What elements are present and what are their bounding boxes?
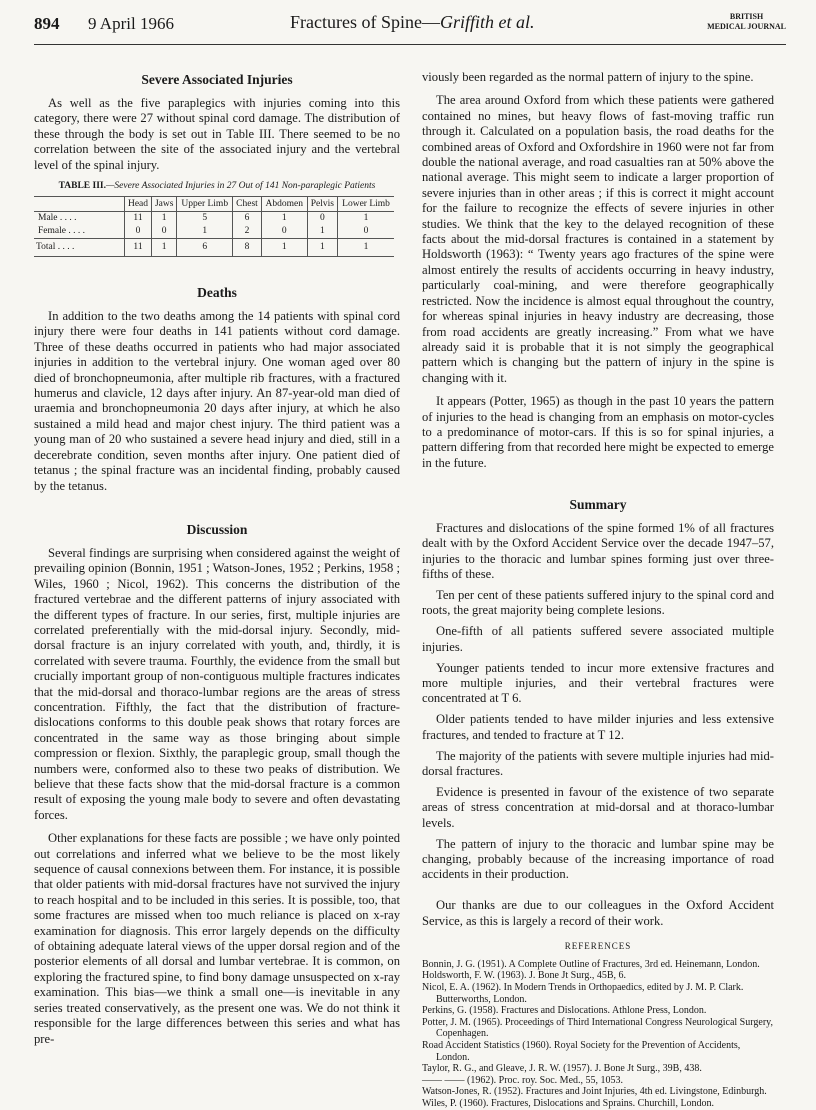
table-cell: 0 (338, 225, 394, 239)
table-cell: 1 (338, 239, 394, 257)
row-leader-dots: . . . . (59, 213, 77, 224)
issue-date: 9 April 1966 (88, 14, 174, 33)
reference-item: —— —— (1962). Proc. roy. Soc. Med., 55, 1053. (422, 1074, 624, 1086)
table-corner (34, 197, 125, 212)
table-cell: 5 (177, 212, 233, 226)
discussion-paragraph-3: The area around Oxford from which these patients were gathered contained no mines, but heavy flows of fast-moving traffic run through it. Calculated on a population basis, the road deaths for the combined areas of Oxford and Oxfordshire in 1960 were not far from double the national average, and road casualties ran at 50% above the national average. This might seem to indicate a larger proportion of severe injuries than in other areas ; if this is correct it might account for the failure to recognize the effects of severe injuries in other studies. We think that the key to the delayed recognition of these facts about the mid-dorsal fractures is contained in a statement by Holdsworth (1963): “ Twenty years ago fractures of the spine were almost entirely the results of accidents occurring in heavy industry, particularly coal-mining, and were therefore geographically restricted. Now the incidence is almost equal throughout the country, for whereas spinal injuries in heavy industry are decreasing, those from road accidents are greatly increasing.” From what we have already said it is probable that it is not simply the geographical pattern which is changing but the pattern of injury in the spine is changing with it. (422, 93, 774, 385)
page-number: 894 (34, 14, 60, 33)
row-label-text: Total (36, 242, 56, 253)
severe-injuries-paragraph: As well as the five paraplegics with injuries coming into this category, there were 27 without spinal cord damage. The distribution of these through the body is set out in Table III. There seemed to be no correlation between the site of the associated injury and the vertebral level of the spinal injury. (34, 96, 400, 172)
row-label (34, 239, 125, 257)
row-leader-dots: . . . . (68, 226, 85, 237)
table-caption (34, 181, 400, 192)
reference-item: Holdsworth, F. W. (1963). J. Bone Jt Surg., 45B, 6. (422, 970, 627, 982)
table-label: TABLE III. (58, 181, 106, 192)
row-label-text: Female (38, 226, 66, 237)
row-label (34, 225, 125, 239)
summary-item: Evidence is presented in favour of the existence of two separate areas of stress concentration at mid-dorsal and at thoraco-lumbar levels. (422, 785, 774, 830)
reference-item: Taylor, R. G., and Gleave, J. R. W. (1957). J. Bone Jt Surg., 39B, 438. (422, 1063, 702, 1075)
summary-list (422, 521, 774, 929)
table-cell: 1 (307, 239, 337, 257)
summary-item: One-fifth of all patients suffered severe associated multiple injuries. (422, 624, 774, 654)
acknowledgement: Our thanks are due to our colleagues in the Oxford Accident Service, as this is largely a record of their work. (422, 898, 774, 928)
table-col-lower-limb: Lower Limb (338, 197, 394, 212)
table-cell: 1 (261, 239, 307, 257)
table-col-abdomen: Abdomen (261, 197, 307, 212)
references-heading: REFERENCES (564, 940, 632, 951)
reference-item: Wiles, P. (1960). Fractures, Dislocations and Sprains. Churchill, London. (422, 1097, 715, 1109)
right-column (422, 70, 774, 1110)
deaths-paragraph: In addition to the two deaths among the 14 patients with spinal cord injury there were four deaths in 141 patients without cord damage. Three of these deaths occurred in patients who had major associated injuries in addition to the vertebral injury. One woman aged over 80 died of bronchopneumonia, after multiple rib fractures, with a fractured humerus and clavicle, 12 days after injury. An 87-year-old man died of uraemia and bronchopneumonia 20 days after injury, at which he also sustained a mild head and major chest injury. The third patient was a young man of 20 who sustained a severe head injury and died, still in a decerebrate condition, seven months after injury. One patient died of tetanus ; the spinal fracture was an incidental finding, probably caused by the tetanus. (34, 309, 400, 493)
table-cell: 11 (125, 212, 152, 226)
table-cell: 8 (233, 239, 262, 257)
summary-item: Younger patients tended to incur more extensive fractures and more multiple injuries, and their vertebral fractures were concentrated at T 6. (422, 660, 774, 706)
table-cell: 0 (125, 225, 152, 239)
row-label (34, 212, 125, 226)
summary-item: The majority of the patients with severe multiple injuries had mid-dorsal fractures. (422, 748, 774, 778)
reference-item: Bonnin, J. G. (1951). A Complete Outline of Fractures, 3rd ed. Heinemann, London. (422, 958, 760, 970)
references-list (422, 959, 774, 1110)
running-title (290, 12, 534, 33)
journal-line-2: MEDICAL JOURNAL (707, 22, 786, 31)
summary-item: Fractures and dislocations of the spine formed 1% of all fractures dealt with by the Oxford Accident Service over the decade 1947–57, injuries to the thoracic and lumbar spines forming just over three-fifths of these. (422, 521, 774, 581)
reference-item: Watson-Jones, R. (1952). Fractures and Joint Injuries, 4th ed. Livingstone, Edinburgh. (422, 1086, 767, 1098)
page-header (34, 10, 786, 45)
summary-item: Ten per cent of these patients suffered injury to the spinal cord and roots, the great majority being complete lesions. (422, 587, 774, 618)
table-cell: 1 (338, 212, 394, 226)
journal-line-1: BRITISH (729, 12, 764, 21)
table-header-row (34, 197, 394, 212)
discussion-paragraph-1: Several findings are surprising when considered against the weight of prevailing opinion (Bonnin, 1951 ; Watson-Jones, 1952 ; Perkins, 1958 ; Wiles, 1960 ; Nicol, 1962). This concerns the distribution of the fractured vertebrae and the different patterns of injury associated with the different types of fracture. In our series, first, multiple injuries are correlated preferentially with the mid-dorsal injury. Secondly, mid-dorsal fracture is an injury correlated with youth, and, thirdly, it is correlated with severe trauma. Fourthly, the evidence from the small but crucially important group of non-contiguous multiple fractures indicates that the mid-dorsal and thoraco-lumbar regions are the areas of stress concentration. Fifthly, the fact that the distribution of fracture-dislocations conforms to this double peak shows that rotary forces are concentrated in the same way as those bringing about simple compression or flexion. Sixthly, the paraplegic group, small though the numbers were, conformed also to these two peaks of distribution. We believe that these facts show that the mid-dorsal fracture is a common result of exposing the young male body to severe and often devastating forces. (34, 545, 400, 822)
table-col-pelvis: Pelvis (307, 197, 337, 212)
table-cell: 0 (261, 225, 307, 239)
row-label-text: Male (38, 213, 58, 224)
reference-item: Road Accident Statistics (1960). Royal Society for the Prevention of Accidents, London. (422, 1039, 741, 1063)
summary-item: The pattern of injury to the thoracic and lumbar spine may be changing, probably because of the increasing importance of road accidents in their production. (422, 836, 774, 882)
table-col-upper-limb: Upper Limb (177, 197, 233, 212)
table-col-jaws: Jaws (152, 197, 177, 212)
severe-injuries-heading: Severe Associated Injuries (141, 72, 293, 87)
table-cell: 0 (307, 212, 337, 226)
discussion-heading: Discussion (186, 521, 248, 537)
running-title-text: Fractures of Spine— (290, 12, 440, 32)
table-cell: 0 (152, 225, 177, 239)
table-cell: 2 (233, 225, 262, 239)
deaths-heading: Deaths (197, 285, 237, 301)
table-iii (34, 196, 394, 257)
table-cell: 1 (307, 225, 337, 239)
table-row-male (34, 212, 394, 226)
reference-item: Nicol, E. A. (1962). In Modern Trends in Orthopaedics, edited by J. M. P. Clark. Butterworths, London. (422, 982, 744, 1005)
table-cell: 1 (152, 212, 177, 226)
table-col-chest: Chest (233, 197, 262, 212)
table-cell: 1 (152, 239, 177, 257)
running-authors: Griffith et al. (439, 12, 535, 32)
table-row-total (34, 239, 394, 257)
summary-item: Older patients tended to have milder injuries and less extensive fractures, and tended to fracture at T 12. (422, 712, 774, 742)
reference-item: Perkins, G. (1958). Fractures and Dislocations. Athlone Press, London. (422, 1005, 707, 1017)
table-cell: 1 (261, 212, 307, 226)
summary-heading: Summary (569, 497, 627, 513)
row-leader-dots: . . . . (57, 242, 75, 253)
table-cell: 11 (125, 239, 152, 257)
table-col-head: Head (125, 197, 152, 212)
discussion-paragraph-4: It appears (Potter, 1965) as though in the past 10 years the pattern of injuries to the head is changing from an emphasis on motor-cycles to a predominance of motor-cars. If this is so for spinal injuries, a pattern differing from that recorded here might be expected to emerge in the future. (422, 394, 775, 470)
table-caption-text: —Severe Associated Injuries in 27 Out of 141 Non-paraplegic Patients (105, 181, 376, 192)
discussion-paragraph-2: Other explanations for these facts are possible ; we have only pointed out correlations and inferred what we believe to be the most likely sequence of causal connexions between them. For instance, it is possible that older patients with mid-dorsal fractures have not survived the injury to reach hospital and to be included in this series. It is possible, too, that some fractures are missed when too much reliance is placed on x-ray examination for diagnosis. This error largely depends on the difficulty of obtaining adequate lateral views of the upper dorsal region and of the posterior elements of all dorsal and lumbar vertebrae. It is common, on exploring the fractured spine, to find bony damage unsuspected on x-ray examination. This bias—we think a small one—is inevitable in any series treated conservatively, as the present one was. We do not think it responsible for the large differences between this series and what has pre- (34, 831, 400, 1046)
journal-name (707, 12, 786, 32)
table-cell: 6 (233, 212, 262, 226)
table-cell: 1 (177, 225, 233, 239)
table-row-female (34, 225, 394, 239)
left-column (34, 72, 400, 1055)
reference-item: Potter, J. M. (1965). Proceedings of Third International Congress Neurological Surgery, Copenhagen. (422, 1016, 774, 1040)
table-cell: 6 (177, 239, 233, 257)
discussion-paragraph-2-continued: viously been regarded as the normal pattern of injury to the spine. (422, 70, 754, 84)
